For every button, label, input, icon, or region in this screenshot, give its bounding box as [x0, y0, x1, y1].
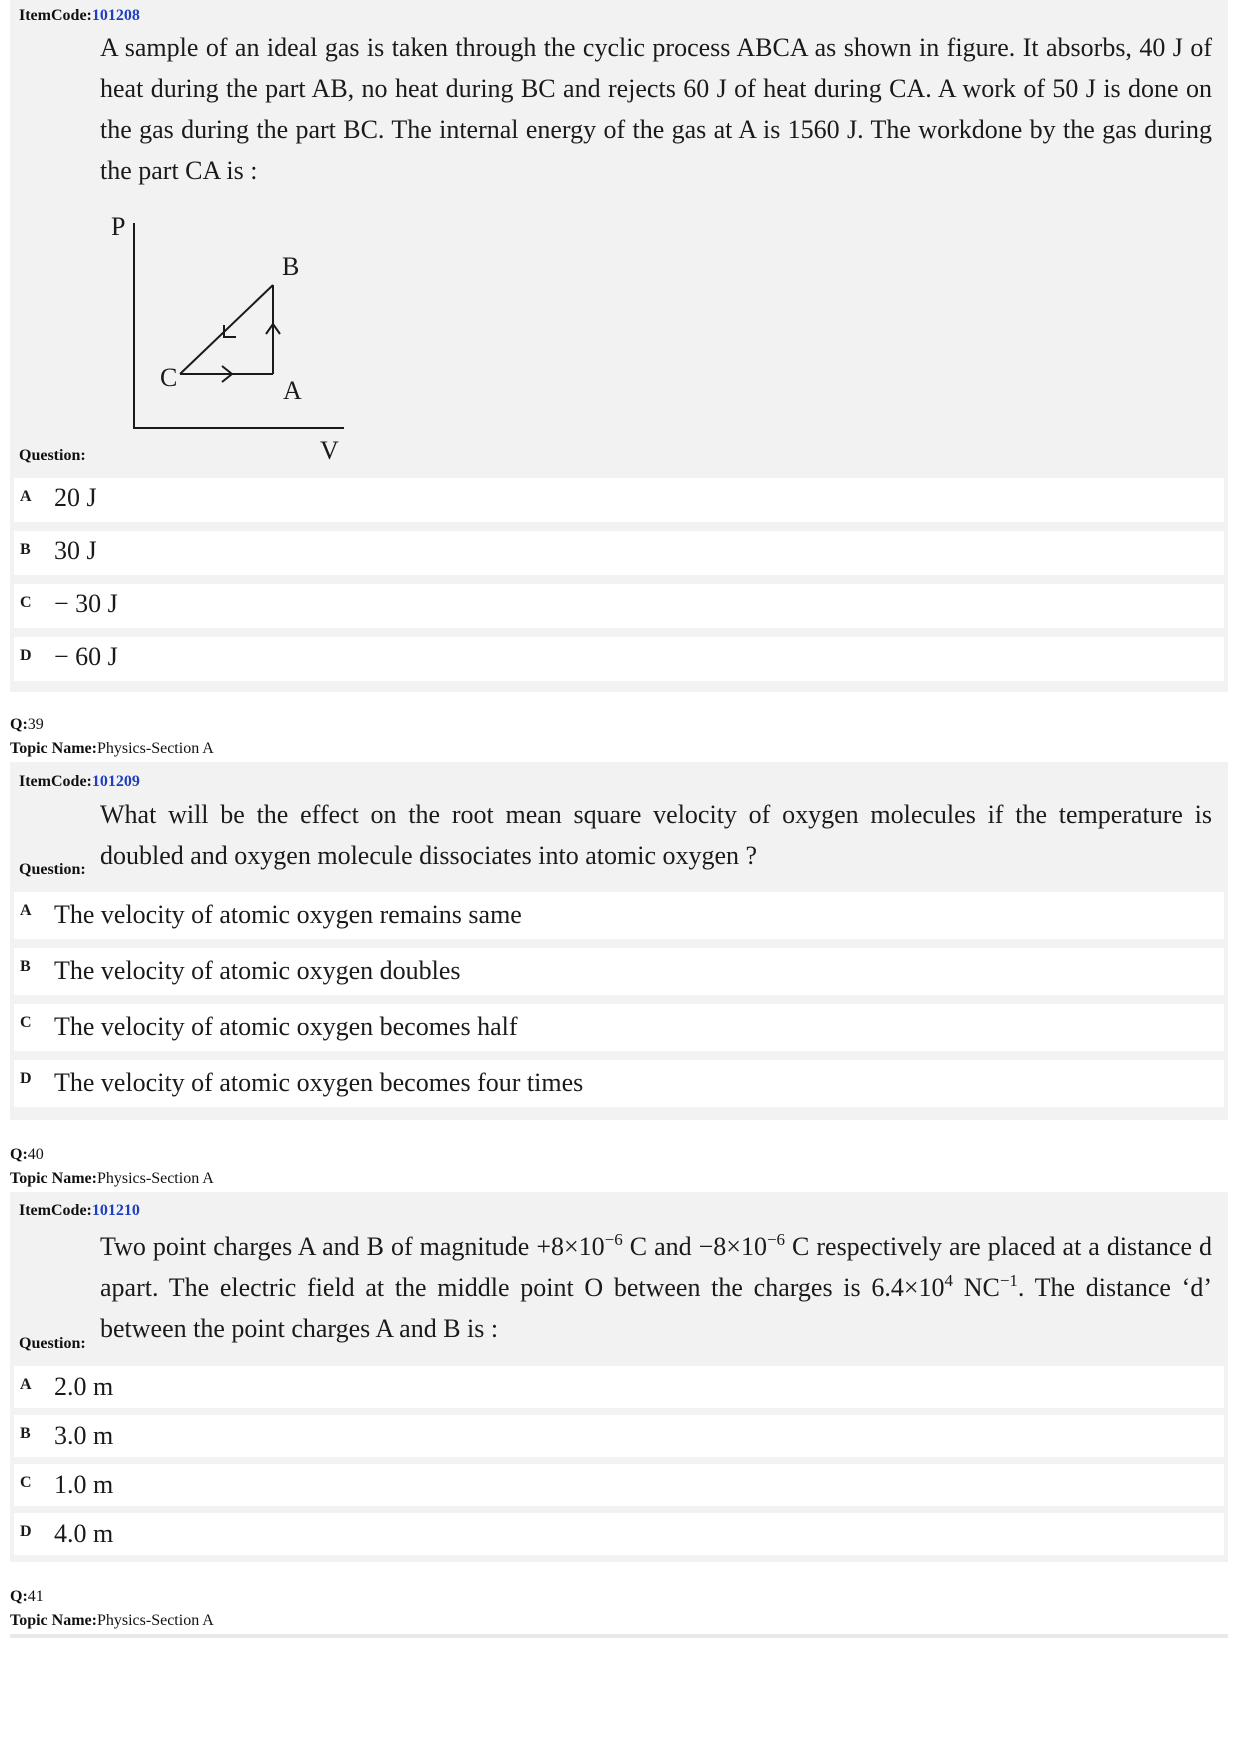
- option-text: The velocity of atomic oxygen becomes half: [54, 1012, 518, 1041]
- topic-label: Topic Name:: [10, 1170, 97, 1187]
- label-v: V: [320, 436, 339, 465]
- option-text: 3.0 m: [54, 1421, 114, 1450]
- label-a: A: [283, 376, 302, 405]
- q-label: Q:: [10, 1588, 28, 1605]
- exponent: 4: [944, 1271, 953, 1290]
- item-code-value: 101208: [91, 7, 140, 24]
- option-row[interactable]: [14, 1415, 1224, 1457]
- question-text: A sample of an ideal gas is taken through the cyclic process ABCA as shown in figure. It absorbs, 40 J of heat during the part AB, no heat during BC and rejects 60 J of heat during CA. A work of 50 J is done on the gas during the part BC. The internal energy of the gas at A is 1560 J. The workdone by the gas during the part CA is :: [100, 27, 1212, 191]
- option-letter: C: [20, 1014, 32, 1031]
- option-letter: A: [20, 902, 32, 919]
- option-text: 20 J: [54, 483, 97, 512]
- pv-diagram: [100, 205, 360, 465]
- option-row[interactable]: [14, 1004, 1224, 1051]
- item-code-value: 101209: [91, 773, 140, 790]
- q-label: Q:: [10, 716, 28, 733]
- option-letter: B: [20, 1425, 31, 1442]
- text-part: C and −8×10: [622, 1232, 767, 1261]
- option-row[interactable]: [14, 637, 1224, 681]
- question-label: Question:: [19, 861, 86, 878]
- exponent: −1: [999, 1271, 1018, 1290]
- option-text: 2.0 m: [54, 1372, 114, 1401]
- topic-value: Physics-Section A: [96, 740, 214, 757]
- text-part: C respectively are placed at a distance d apart. The electric field at the middle point O between the charges is 6.4×10: [100, 1232, 1212, 1302]
- item-code-label: ItemCode:: [19, 773, 92, 790]
- text-part: . The distance ‘d’ between the point charges A and B is :: [100, 1273, 1212, 1343]
- topic-value: Physics-Section A: [96, 1612, 214, 1629]
- option-letter: D: [20, 647, 32, 664]
- item-code-value: 101210: [91, 1202, 140, 1219]
- topic-label: Topic Name:: [10, 740, 97, 757]
- option-letter: A: [20, 488, 32, 505]
- option-row[interactable]: [14, 1513, 1224, 1555]
- label-b: B: [282, 252, 300, 281]
- topic-name: [10, 1170, 214, 1188]
- label-p: P: [111, 212, 126, 241]
- question-text: What will be the effect on the root mean square velocity of oxygen molecules if the temperature is doubled and oxygen molecule dissociates into atomic oxygen ?: [100, 800, 1212, 870]
- option-text: The velocity of atomic oxygen remains same: [54, 900, 522, 929]
- item-code-row: [19, 773, 140, 791]
- option-row[interactable]: [14, 478, 1224, 522]
- option-row[interactable]: [14, 1464, 1224, 1506]
- option-text: 1.0 m: [54, 1470, 114, 1499]
- question-label: Question:: [19, 447, 86, 464]
- option-letter: C: [20, 594, 32, 611]
- option-row[interactable]: [14, 948, 1224, 995]
- q-number: 40: [27, 1146, 44, 1163]
- question-number: [10, 716, 44, 734]
- topic-value: Physics-Section A: [96, 1170, 214, 1187]
- option-row[interactable]: [14, 1366, 1224, 1408]
- q-number: 41: [27, 1588, 44, 1605]
- option-letter: C: [20, 1474, 32, 1491]
- option-row[interactable]: [14, 531, 1224, 575]
- text-part: NC: [953, 1273, 1000, 1302]
- option-row[interactable]: [14, 1060, 1224, 1107]
- divider: [10, 1634, 1228, 1638]
- q-label: Q:: [10, 1146, 28, 1163]
- question-number: [10, 1146, 44, 1164]
- item-code-label: ItemCode:: [19, 1202, 92, 1219]
- option-letter: A: [20, 1376, 32, 1393]
- question-number: [10, 1588, 44, 1606]
- question-label: Question:: [19, 1335, 86, 1352]
- path-bc: [180, 285, 273, 374]
- q-number: 39: [27, 716, 44, 733]
- option-text: − 30 J: [54, 589, 118, 618]
- option-letter: D: [20, 1070, 32, 1087]
- item-code-label: ItemCode:: [19, 7, 92, 24]
- topic-name: [10, 740, 214, 758]
- option-letter: B: [20, 541, 31, 558]
- option-text: The velocity of atomic oxygen becomes four times: [54, 1068, 584, 1097]
- item-code-row: [19, 1202, 140, 1220]
- option-text: The velocity of atomic oxygen doubles: [54, 956, 461, 985]
- exponent: −6: [766, 1230, 786, 1249]
- topic-label: Topic Name:: [10, 1612, 97, 1629]
- option-text: 4.0 m: [54, 1519, 114, 1548]
- option-text: − 60 J: [54, 642, 118, 671]
- text-part: Two point charges A and B of magnitude +8×10: [100, 1232, 605, 1261]
- topic-name: [10, 1612, 214, 1630]
- option-row[interactable]: [14, 892, 1224, 939]
- option-letter: D: [20, 1523, 32, 1540]
- exponent: −6: [604, 1230, 623, 1249]
- option-text: 30 J: [54, 536, 97, 565]
- option-letter: B: [20, 958, 31, 975]
- label-c: C: [160, 363, 178, 392]
- option-row[interactable]: [14, 584, 1224, 628]
- item-code-row: [19, 7, 140, 25]
- question-text: [100, 1226, 1212, 1349]
